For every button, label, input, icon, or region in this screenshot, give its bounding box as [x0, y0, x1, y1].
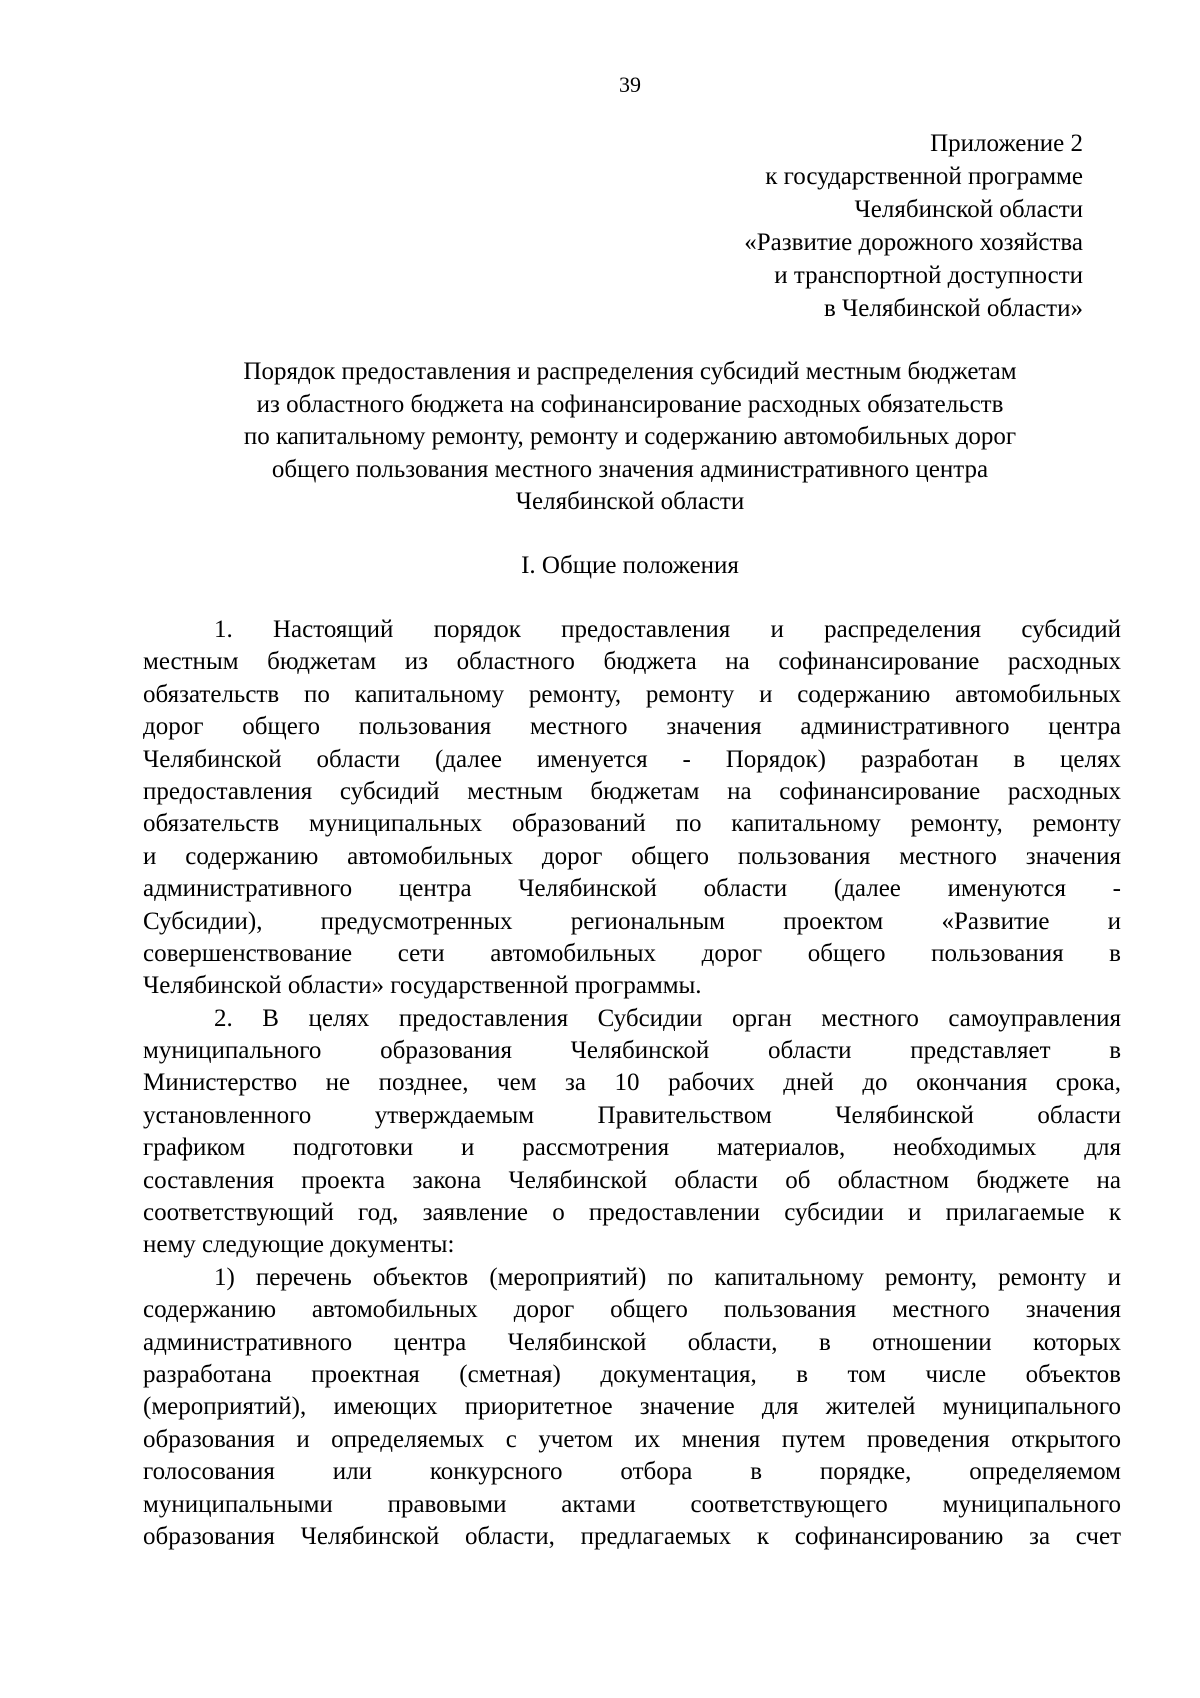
paragraph-line: обязательств муниципальных образований по капитальному ремонту, ремонту [143, 810, 1121, 838]
section-heading: I. Общие положения [521, 552, 739, 579]
paragraph-line: обязательств по капитальному ремонту, ремонту и содержанию автомобильных [143, 680, 1121, 708]
paragraph-line: установленного утверждаемым Правительством Челябинской области [143, 1101, 1121, 1129]
paragraph [143, 1003, 1121, 1262]
paragraph-line: Министерство не позднее, чем за 10 рабочих дней до окончания срока, [143, 1069, 1121, 1097]
paragraph-line: (мероприятий), имеющих приоритетное значение для жителей муниципального [143, 1393, 1121, 1421]
title-line: из областного бюджета на софинансирование расходных обязательств [256, 390, 1004, 418]
paragraph-line: образования Челябинской области, предлагаемых к софинансированию за счет [143, 1522, 1121, 1550]
title-line: по капитальному ремонту, ремонту и содержанию автомобильных дорог [243, 423, 1017, 450]
appendix-line: Челябинской области [854, 196, 1083, 223]
appendix-line: «Развитие дорожного хозяйства [744, 229, 1083, 256]
paragraph-line: соответствующий год, заявление о предоставлении субсидии и прилагаемые к [143, 1199, 1121, 1227]
paragraph-line: муниципальными правовыми актами соответствующего муниципального [143, 1490, 1121, 1518]
appendix-reference-block [563, 127, 1083, 325]
paragraph-line: и содержанию автомобильных дорог общего пользования местного значения [143, 842, 1121, 870]
paragraph [143, 614, 1121, 1003]
paragraph-line: составления проекта закона Челябинской области об областном бюджете на [143, 1166, 1121, 1194]
paragraph-line: предоставления субсидий местным бюджетам на софинансирование расходных [143, 777, 1121, 805]
paragraph-line: 1. Настоящий порядок предоставления и распределения субсидий [214, 616, 1121, 643]
paragraph-line: совершенствование сети автомобильных дорог общего пользования в [143, 939, 1121, 967]
paragraph-line: административного центра Челябинской области (далее именуются - [143, 875, 1121, 903]
appendix-line: в Челябинской области» [823, 295, 1083, 322]
appendix-line: к государственной программе [765, 163, 1083, 190]
paragraph-line: 1) перечень объектов (мероприятий) по капитальному ремонту, ремонту и [214, 1263, 1121, 1291]
paragraph-line: 2. В целях предоставления Субсидии орган местного самоуправления [214, 1004, 1121, 1032]
paragraph-line: графиком подготовки и рассмотрения материалов, необходимых для [143, 1134, 1121, 1162]
paragraph-line: нему следующие документы: [143, 1231, 455, 1259]
paragraph-line: Челябинской области (далее именуется - Порядок) разработан в целях [143, 745, 1121, 773]
paragraph-line: административного центра Челябинской области, в отношении которых [143, 1328, 1121, 1356]
title-line: Порядок предоставления и распределения субсидий местным бюджетам [243, 358, 1017, 385]
title-line: Челябинской области [515, 488, 745, 515]
paragraph-line: содержанию автомобильных дорог общего пользования местного значения [143, 1296, 1121, 1324]
paragraph-line: голосования или конкурсного отбора в порядке, определяемом [143, 1458, 1121, 1486]
body-text [143, 614, 1121, 1553]
paragraph-line: муниципального образования Челябинской области представляет в [143, 1037, 1121, 1065]
appendix-line: и транспортной доступности [774, 262, 1083, 289]
title-line: общего пользования местного значения административного центра [271, 455, 989, 483]
page-number: 39 [619, 72, 641, 97]
paragraph-line: Субсидии), предусмотренных региональным проектом «Развитие и [143, 907, 1121, 935]
paragraph [143, 1262, 1121, 1554]
paragraph-line: образования и определяемых с учетом их мнения путем проведения открытого [143, 1425, 1121, 1453]
appendix-line: Приложение 2 [930, 130, 1083, 157]
paragraph-line: дорог общего пользования местного значения административного центра [143, 713, 1121, 741]
paragraph-line: местным бюджетам из областного бюджета на софинансирование расходных [143, 648, 1121, 676]
paragraph-line: разработана проектная (сметная) документация, в том числе объектов [143, 1360, 1121, 1388]
document-title [140, 356, 1120, 519]
paragraph-line: Челябинской области» государственной программы. [143, 972, 702, 1000]
